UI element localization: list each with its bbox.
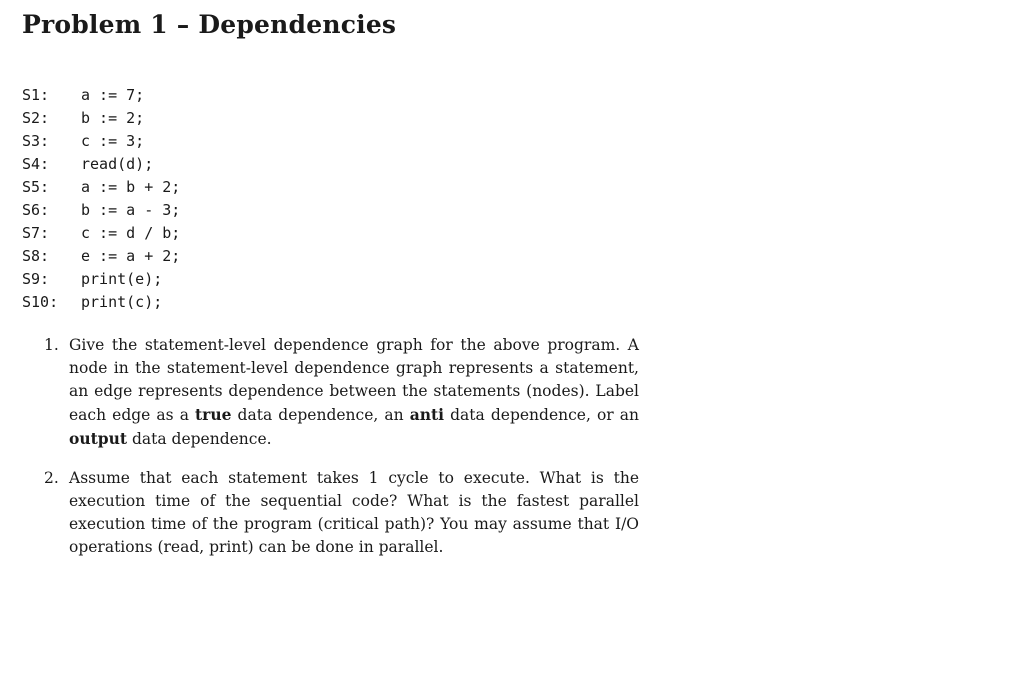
statement-label: S4: — [22, 155, 50, 173]
statement-label: S9: — [22, 270, 50, 288]
statement-code: print(e); — [81, 270, 163, 288]
statement-code: c := d / b; — [81, 224, 181, 242]
statement-label: S5: — [22, 178, 50, 196]
statement-code: a := 7; — [81, 86, 145, 104]
question-text-part: data dependence, or an — [444, 406, 639, 424]
question-text-part: Give the statement-level dependence graph for the above program. A node in the statement-level dependence graph represents a statement, an edge represents dependence between the statements (nodes). Label each edge as a — [69, 336, 639, 424]
code-line — [22, 245, 180, 268]
question-text-part: data dependence, an — [231, 406, 410, 424]
bold-term-true: true — [195, 405, 232, 424]
statement-code: b := a - 3; — [81, 201, 181, 219]
statement-code: b := 2; — [81, 109, 145, 127]
question-list — [44, 334, 644, 575]
statement-label: S2: — [22, 109, 50, 127]
code-line — [22, 84, 180, 107]
bold-term-output: output — [69, 429, 128, 448]
code-line — [22, 199, 180, 222]
statement-label: S6: — [22, 201, 50, 219]
bold-term-anti: anti — [409, 405, 445, 424]
statement-label: S3: — [22, 132, 50, 150]
code-line — [22, 176, 180, 199]
code-line — [22, 153, 180, 176]
statement-label: S7: — [22, 224, 50, 242]
statement-code: c := 3; — [81, 132, 145, 150]
question-text — [69, 334, 639, 451]
statement-label: S10: — [22, 293, 59, 311]
statement-code: read(d); — [81, 155, 154, 173]
question-text-part: data dependence. — [127, 430, 272, 448]
question-number: 2. — [44, 469, 59, 487]
statement-label: S8: — [22, 247, 50, 265]
code-line — [22, 291, 180, 314]
code-line — [22, 130, 180, 153]
question-item — [44, 467, 644, 559]
code-line — [22, 268, 180, 291]
code-line — [22, 222, 180, 245]
question-number: 1. — [44, 336, 59, 354]
question-text: Assume that each statement takes 1 cycle to execute. What is the execution time of the sequential code? What is the fastest parallel execution time of the program (critical path)? You may assume that I/O operations (read, print) can be done in parallel. — [69, 469, 639, 556]
statement-code: print(c); — [81, 293, 163, 311]
code-listing — [22, 84, 180, 314]
page-title: Problem 1 – Dependencies — [22, 10, 397, 39]
question-item — [44, 334, 644, 451]
statement-code: e := a + 2; — [81, 247, 181, 265]
statement-label: S1: — [22, 86, 50, 104]
statement-code: a := b + 2; — [81, 178, 181, 196]
code-line — [22, 107, 180, 130]
